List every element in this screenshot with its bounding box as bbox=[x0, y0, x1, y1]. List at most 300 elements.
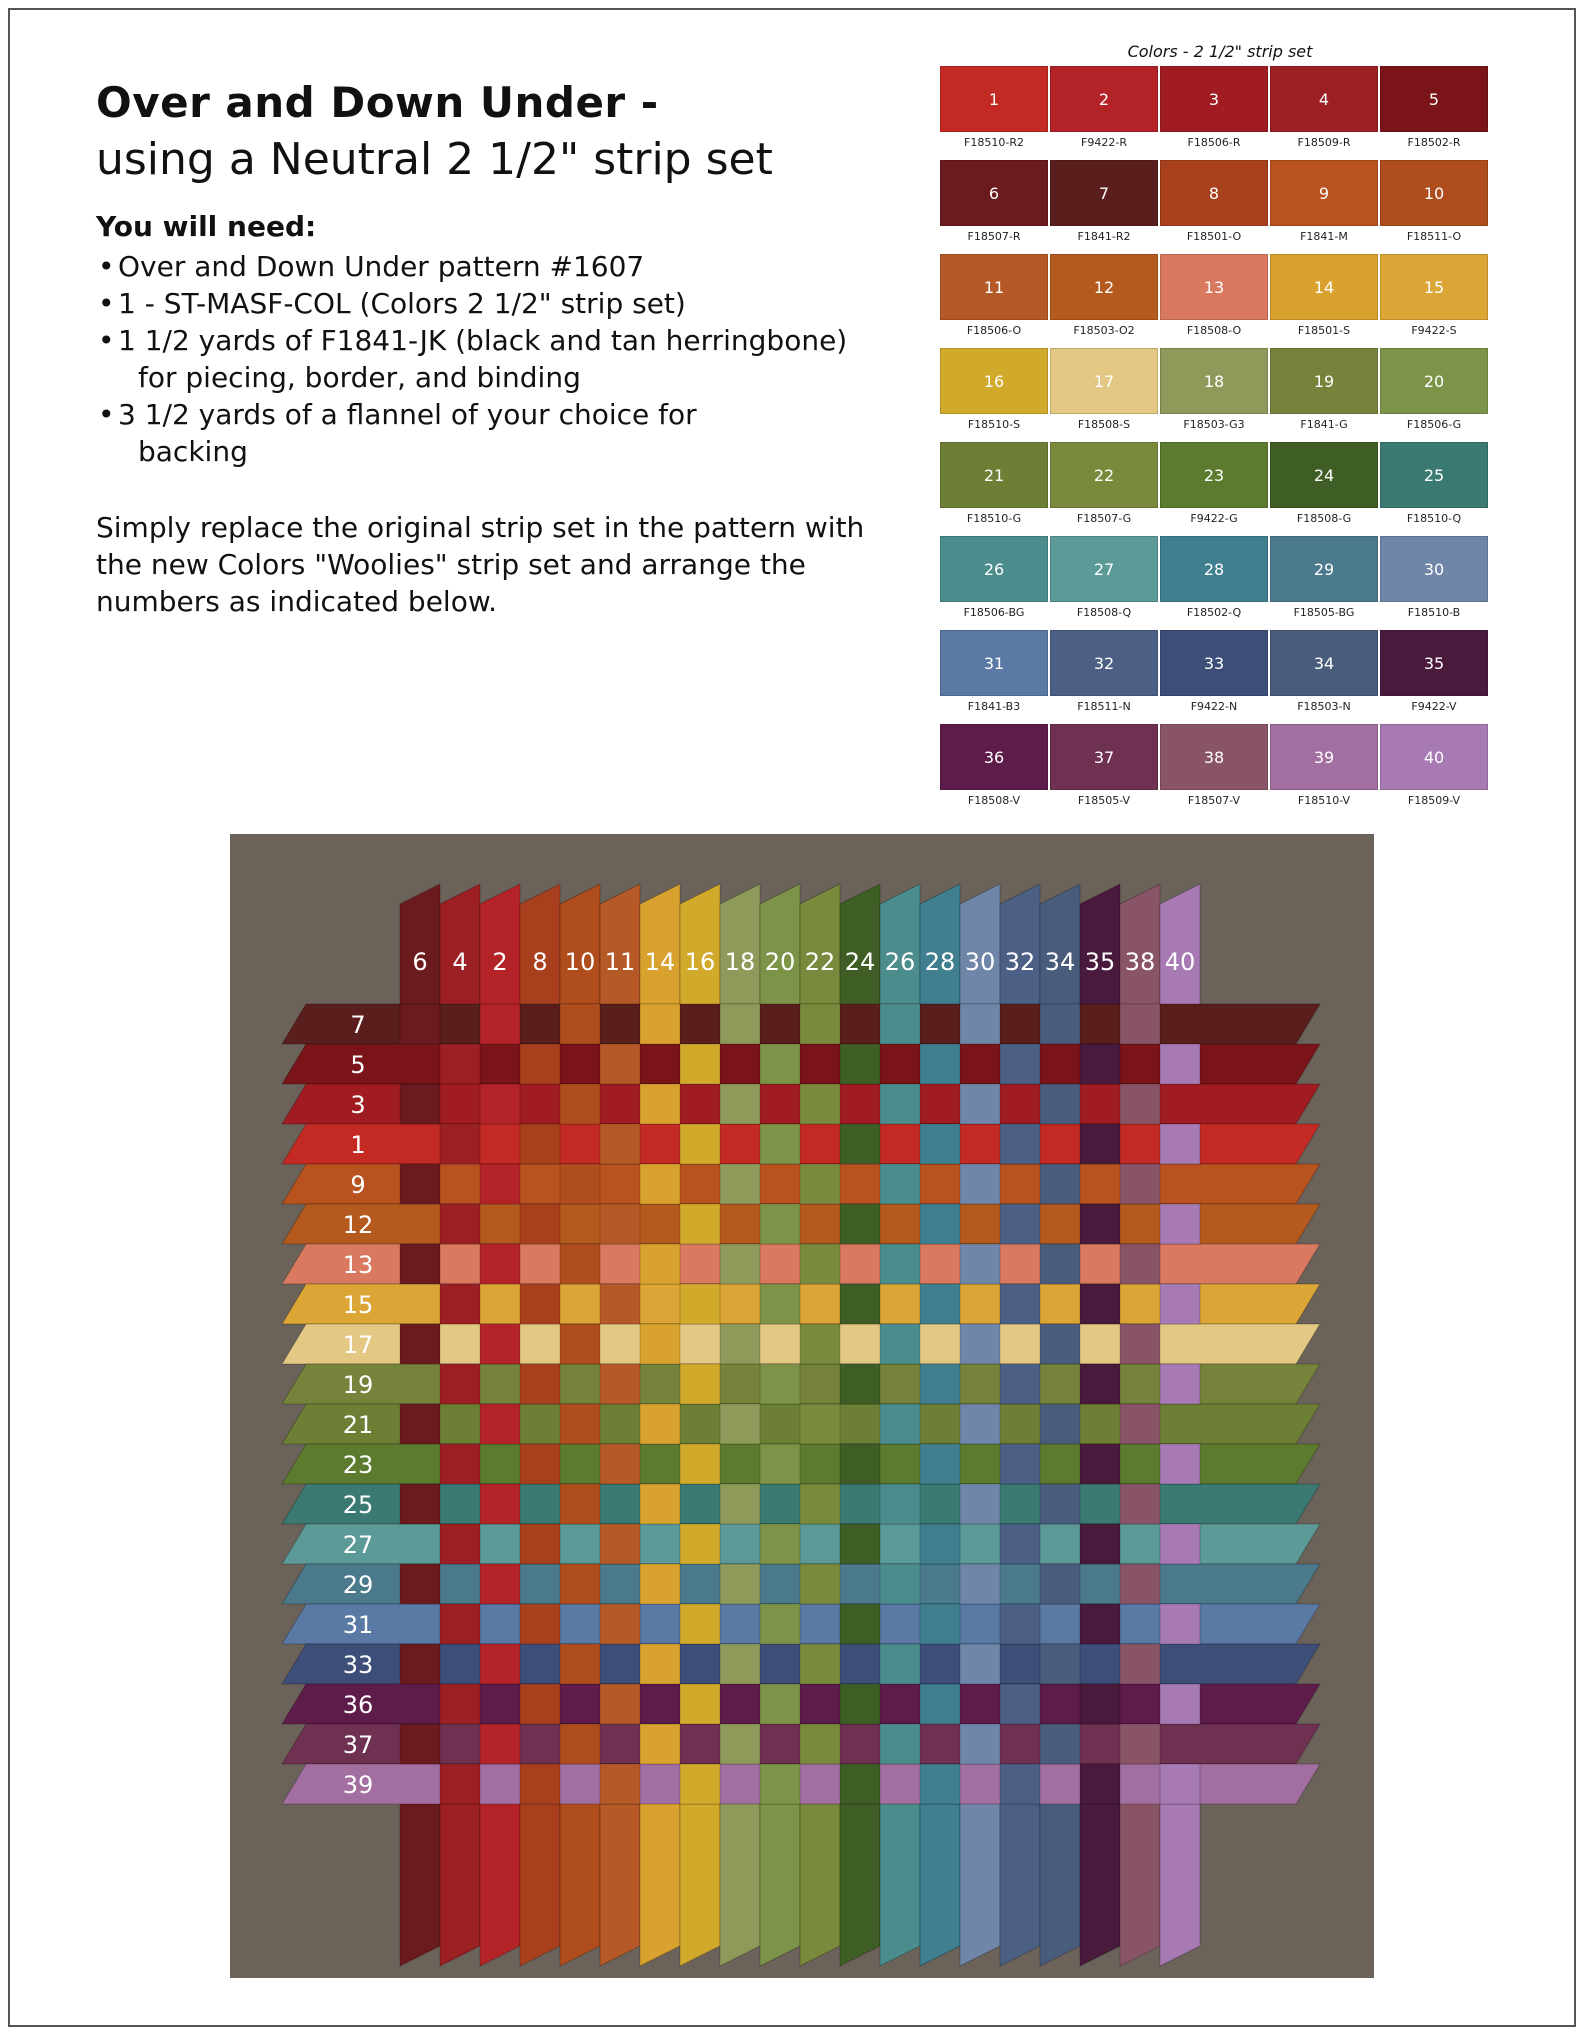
weave-crossing bbox=[440, 1764, 480, 1804]
weave-crossing bbox=[1040, 1724, 1080, 1764]
weave-crossing bbox=[1080, 1604, 1120, 1644]
weave-crossing bbox=[760, 1204, 800, 1244]
swatch-number: 36 bbox=[940, 724, 1048, 790]
weave-crossing bbox=[440, 1444, 480, 1484]
column-label: 40 bbox=[1164, 948, 1196, 976]
row-label: 12 bbox=[342, 1211, 374, 1239]
swatch-number: 19 bbox=[1270, 348, 1378, 414]
swatch bbox=[1380, 536, 1488, 619]
weave-crossing bbox=[480, 1644, 520, 1684]
weave-crossing bbox=[1080, 1524, 1120, 1564]
swatch-code: F18510-V bbox=[1297, 794, 1351, 807]
weave-crossing bbox=[840, 1604, 880, 1644]
row-label: 9 bbox=[350, 1171, 366, 1199]
swatch-code: F18510-G bbox=[966, 512, 1022, 525]
row-label: 21 bbox=[342, 1411, 374, 1439]
swatch bbox=[1050, 254, 1158, 337]
weave-crossing bbox=[560, 1404, 600, 1444]
swatch-code: F18502-R bbox=[1407, 136, 1461, 149]
weave-crossing bbox=[680, 1524, 720, 1564]
row-label: 5 bbox=[350, 1051, 366, 1079]
weave-crossing bbox=[1040, 1404, 1080, 1444]
swatch-number: 26 bbox=[940, 536, 1048, 602]
weave-crossing bbox=[520, 1284, 560, 1324]
weave-crossing bbox=[560, 1564, 600, 1604]
swatch-number: 27 bbox=[1050, 536, 1158, 602]
swatch-code: F18507-R bbox=[967, 230, 1021, 243]
swatch bbox=[1380, 724, 1488, 807]
swatch-number: 15 bbox=[1380, 254, 1488, 320]
swatch bbox=[1380, 442, 1488, 525]
weave-crossing bbox=[560, 1484, 600, 1524]
weave-crossing bbox=[720, 1564, 760, 1604]
weave-crossing bbox=[640, 1084, 680, 1124]
weave-crossing bbox=[520, 1684, 560, 1724]
column-label: 28 bbox=[924, 948, 956, 976]
weave-crossing bbox=[440, 1524, 480, 1564]
column-label: 26 bbox=[884, 948, 916, 976]
swatch-number: 8 bbox=[1160, 160, 1268, 226]
weave-crossing bbox=[1120, 1484, 1160, 1524]
row-label: 27 bbox=[342, 1531, 374, 1559]
weave-crossing bbox=[680, 1764, 720, 1804]
weave-crossing bbox=[1000, 1444, 1040, 1484]
weave-crossing bbox=[1120, 1004, 1160, 1044]
swatch bbox=[940, 254, 1048, 337]
row-label: 39 bbox=[342, 1771, 374, 1799]
weave-crossing bbox=[760, 1764, 800, 1804]
weave-crossing bbox=[720, 1004, 760, 1044]
weave-crossing bbox=[400, 1484, 440, 1524]
weave-crossing bbox=[880, 1084, 920, 1124]
weave-crossing bbox=[960, 1644, 1000, 1684]
swatch-code: F18503-G3 bbox=[1183, 418, 1245, 431]
weave-crossing bbox=[840, 1684, 880, 1724]
swatch-number: 18 bbox=[1160, 348, 1268, 414]
weave-crossing bbox=[640, 1564, 680, 1604]
weave-crossing bbox=[1120, 1644, 1160, 1684]
swatch-number: 17 bbox=[1050, 348, 1158, 414]
swatch-code: F9422-V bbox=[1411, 700, 1457, 713]
swatch bbox=[1160, 442, 1268, 525]
swatch bbox=[1160, 724, 1268, 807]
swatch-code: F18510-S bbox=[967, 418, 1021, 431]
page-title: Over and Down Under - bbox=[96, 78, 659, 127]
weave-crossing bbox=[600, 1364, 640, 1404]
weave-crossing bbox=[560, 1244, 600, 1284]
weave-crossing bbox=[1000, 1044, 1040, 1084]
quilt-svg bbox=[230, 834, 1374, 1978]
swatch bbox=[1160, 160, 1268, 243]
weave-crossing bbox=[680, 1444, 720, 1484]
weave-crossing bbox=[520, 1044, 560, 1084]
swatch-number: 2 bbox=[1050, 66, 1158, 132]
weave-crossing bbox=[1040, 1084, 1080, 1124]
row-label: 37 bbox=[342, 1731, 374, 1759]
weave-crossing bbox=[920, 1284, 960, 1324]
row-label: 7 bbox=[350, 1011, 366, 1039]
weave-crossing bbox=[760, 1524, 800, 1564]
weave-crossing bbox=[1160, 1604, 1200, 1644]
weave-crossing bbox=[1120, 1564, 1160, 1604]
weave-crossing bbox=[600, 1764, 640, 1804]
weave-crossing bbox=[1000, 1124, 1040, 1164]
weave-crossing bbox=[480, 1324, 520, 1364]
swatch-code: F18506-R bbox=[1187, 136, 1241, 149]
weave-crossing bbox=[600, 1524, 640, 1564]
swatch bbox=[940, 160, 1048, 243]
weave-crossing bbox=[840, 1204, 880, 1244]
weave-crossing bbox=[760, 1604, 800, 1644]
swatch-number: 40 bbox=[1380, 724, 1488, 790]
swatch-code: F18508-V bbox=[967, 794, 1021, 807]
weave-crossing bbox=[560, 1724, 600, 1764]
swatch-code: F18505-BG bbox=[1293, 606, 1355, 619]
weave-crossing bbox=[560, 1084, 600, 1124]
swatch-number: 3 bbox=[1160, 66, 1268, 132]
swatch-code: F18501-S bbox=[1297, 324, 1351, 337]
weave-crossing bbox=[880, 1324, 920, 1364]
weave-crossing bbox=[680, 1284, 720, 1324]
column-label: 35 bbox=[1084, 948, 1116, 976]
weave-crossing bbox=[1160, 1524, 1200, 1564]
weave-crossing bbox=[680, 1204, 720, 1244]
weave-crossing bbox=[600, 1284, 640, 1324]
swatch bbox=[1050, 536, 1158, 619]
weave-crossing bbox=[1000, 1204, 1040, 1244]
swatch bbox=[1050, 160, 1158, 243]
weave-crossing bbox=[480, 1724, 520, 1764]
weave-crossing bbox=[1160, 1284, 1200, 1324]
row-label: 29 bbox=[342, 1571, 374, 1599]
weave-crossing bbox=[1040, 1324, 1080, 1364]
weave-crossing bbox=[960, 1404, 1000, 1444]
weave-crossing bbox=[440, 1044, 480, 1084]
swatch bbox=[1050, 66, 1158, 149]
swatch-code: F18509-R bbox=[1297, 136, 1351, 149]
weave-crossing bbox=[520, 1764, 560, 1804]
swatch-code: F18507-G bbox=[1076, 512, 1132, 525]
weave-crossing bbox=[480, 1404, 520, 1444]
swatch-number: 20 bbox=[1380, 348, 1488, 414]
weave-crossing bbox=[1080, 1764, 1120, 1804]
swatch bbox=[1270, 536, 1378, 619]
weave-crossing bbox=[600, 1444, 640, 1484]
weave-crossing bbox=[400, 1004, 440, 1044]
weave-crossing bbox=[400, 1564, 440, 1604]
weave-crossing bbox=[1080, 1364, 1120, 1404]
weave-crossing bbox=[840, 1524, 880, 1564]
weave-crossing bbox=[1080, 1284, 1120, 1324]
swatch-number: 37 bbox=[1050, 724, 1158, 790]
weave-crossing bbox=[520, 1204, 560, 1244]
swatch bbox=[1160, 348, 1268, 431]
swatch-row bbox=[940, 348, 1488, 436]
swatch-code: F9422-N bbox=[1190, 700, 1238, 713]
weave-crossing bbox=[640, 1244, 680, 1284]
weave-crossing bbox=[1120, 1164, 1160, 1204]
column-label: 22 bbox=[804, 948, 836, 976]
weave-crossing bbox=[520, 1364, 560, 1404]
row-label: 13 bbox=[342, 1251, 374, 1279]
needs-item: • 1 - ST-MASF-COL (Colors 2 1/2" strip set) bbox=[96, 285, 916, 322]
swatch-code: F18508-O bbox=[1186, 324, 1242, 337]
weave-crossing bbox=[920, 1364, 960, 1404]
swatch bbox=[1050, 724, 1158, 807]
column-label: 30 bbox=[964, 948, 996, 976]
weave-crossing bbox=[1080, 1204, 1120, 1244]
swatch-number: 23 bbox=[1160, 442, 1268, 508]
weave-crossing bbox=[800, 1004, 840, 1044]
swatch-code: F18507-V bbox=[1187, 794, 1241, 807]
swatch-code: F1841-G bbox=[1300, 418, 1348, 431]
swatch-number: 31 bbox=[940, 630, 1048, 696]
weave-crossing bbox=[1120, 1244, 1160, 1284]
weave-crossing bbox=[600, 1684, 640, 1724]
weave-crossing bbox=[880, 1004, 920, 1044]
weave-crossing bbox=[800, 1244, 840, 1284]
swatch bbox=[1380, 348, 1488, 431]
row-label: 31 bbox=[342, 1611, 374, 1639]
swatch-number: 24 bbox=[1270, 442, 1378, 508]
weave-crossing bbox=[1040, 1164, 1080, 1204]
weave-crossing bbox=[1120, 1404, 1160, 1444]
weave-crossing bbox=[480, 1004, 520, 1044]
weave-crossing bbox=[440, 1204, 480, 1244]
swatch-number: 34 bbox=[1270, 630, 1378, 696]
weave-crossing bbox=[1040, 1244, 1080, 1284]
weave-crossing bbox=[1120, 1724, 1160, 1764]
weave-crossing bbox=[480, 1484, 520, 1524]
weave-crossing bbox=[920, 1124, 960, 1164]
swatch-code: F18501-O bbox=[1186, 230, 1242, 243]
page-subtitle: using a Neutral 2 1/2" strip set bbox=[96, 134, 773, 185]
swatch-row bbox=[940, 442, 1488, 530]
weave-crossing bbox=[760, 1444, 800, 1484]
weave-crossing bbox=[440, 1604, 480, 1644]
weave-crossing bbox=[720, 1644, 760, 1684]
column-label: 10 bbox=[564, 948, 596, 976]
weave-crossing bbox=[760, 1364, 800, 1404]
weave-crossing bbox=[600, 1044, 640, 1084]
weave-crossing bbox=[1120, 1324, 1160, 1364]
column-label: 20 bbox=[764, 948, 796, 976]
column-label: 6 bbox=[412, 948, 428, 976]
swatch-chart bbox=[940, 66, 1488, 826]
swatch bbox=[1270, 630, 1378, 713]
swatch-code: F18508-G bbox=[1296, 512, 1352, 525]
intro-paragraph: Simply replace the original strip set in the pattern with the new Colors "Woolies" strip set and arrange the numbers as indicated below. bbox=[96, 511, 865, 618]
weave-crossing bbox=[520, 1524, 560, 1564]
weave-crossing bbox=[400, 1324, 440, 1364]
weave-crossing bbox=[800, 1164, 840, 1204]
weave-crossing bbox=[440, 1364, 480, 1404]
swatch-number: 14 bbox=[1270, 254, 1378, 320]
weave-crossing bbox=[560, 1644, 600, 1684]
weave-crossing bbox=[960, 1564, 1000, 1604]
weave-crossing bbox=[440, 1124, 480, 1164]
needs-item: • 3 1/2 yards of a flannel of your choice for backing bbox=[96, 396, 916, 470]
swatch bbox=[940, 536, 1048, 619]
swatch-row bbox=[940, 630, 1488, 718]
weave-crossing bbox=[1160, 1124, 1200, 1164]
weave-crossing bbox=[480, 1244, 520, 1284]
row-label: 36 bbox=[342, 1691, 374, 1719]
swatch-code: F18510-Q bbox=[1406, 512, 1462, 525]
weave-crossing bbox=[680, 1364, 720, 1404]
needs-item: • Over and Down Under pattern #1607 bbox=[96, 248, 916, 285]
weave-crossing bbox=[440, 1284, 480, 1324]
weave-crossing bbox=[640, 1644, 680, 1684]
weave-crossing bbox=[1040, 1484, 1080, 1524]
weave-crossing bbox=[840, 1284, 880, 1324]
column-label: 34 bbox=[1044, 948, 1076, 976]
weave-crossing bbox=[520, 1124, 560, 1164]
swatch bbox=[1380, 66, 1488, 149]
swatch-number: 33 bbox=[1160, 630, 1268, 696]
swatch-number: 21 bbox=[940, 442, 1048, 508]
swatch bbox=[1270, 348, 1378, 431]
weave-crossing bbox=[1000, 1764, 1040, 1804]
weave-crossing bbox=[760, 1044, 800, 1084]
swatch-number: 30 bbox=[1380, 536, 1488, 602]
swatch-row bbox=[940, 160, 1488, 248]
weave-crossing bbox=[640, 1404, 680, 1444]
weave-crossing bbox=[1000, 1364, 1040, 1404]
weave-crossing bbox=[800, 1084, 840, 1124]
row-label: 3 bbox=[350, 1091, 366, 1119]
weave-crossing bbox=[1160, 1364, 1200, 1404]
weave-crossing bbox=[800, 1324, 840, 1364]
swatch-code: F18506-G bbox=[1406, 418, 1462, 431]
weave-crossing bbox=[1040, 1644, 1080, 1684]
swatch-code: F18511-O bbox=[1406, 230, 1462, 243]
weave-crossing bbox=[400, 1164, 440, 1204]
weave-crossing bbox=[520, 1604, 560, 1644]
weave-crossing bbox=[880, 1404, 920, 1444]
weave-crossing bbox=[680, 1044, 720, 1084]
weave-crossing bbox=[1000, 1524, 1040, 1564]
column-label: 8 bbox=[532, 948, 548, 976]
weave-crossing bbox=[760, 1684, 800, 1724]
weave-crossing bbox=[1000, 1284, 1040, 1324]
swatch-number: 29 bbox=[1270, 536, 1378, 602]
swatch-code: F1841-R2 bbox=[1077, 230, 1131, 243]
swatch-number: 38 bbox=[1160, 724, 1268, 790]
swatch-number: 22 bbox=[1050, 442, 1158, 508]
swatch bbox=[940, 724, 1048, 807]
weave-crossing bbox=[1040, 1564, 1080, 1604]
weave-crossing bbox=[840, 1364, 880, 1404]
weave-crossing bbox=[480, 1084, 520, 1124]
swatch-number: 32 bbox=[1050, 630, 1158, 696]
column-label: 18 bbox=[724, 948, 756, 976]
swatch-number: 25 bbox=[1380, 442, 1488, 508]
swatch bbox=[940, 348, 1048, 431]
swatch bbox=[940, 442, 1048, 525]
weave-crossing bbox=[680, 1124, 720, 1164]
weave-crossing bbox=[880, 1164, 920, 1204]
swatch-code: F18502-Q bbox=[1186, 606, 1242, 619]
weave-crossing bbox=[1000, 1684, 1040, 1724]
weave-crossing bbox=[920, 1764, 960, 1804]
swatch-code: F9422-S bbox=[1411, 324, 1457, 337]
weave-crossing bbox=[600, 1604, 640, 1644]
column-label: 2 bbox=[492, 948, 508, 976]
row-label: 17 bbox=[342, 1331, 374, 1359]
weave-crossing bbox=[920, 1604, 960, 1644]
swatch-code: F18511-N bbox=[1077, 700, 1131, 713]
swatch bbox=[1050, 442, 1158, 525]
swatch-number: 9 bbox=[1270, 160, 1378, 226]
weave-crossing bbox=[1080, 1044, 1120, 1084]
weave-crossing bbox=[960, 1724, 1000, 1764]
weave-crossing bbox=[640, 1724, 680, 1764]
row-label: 19 bbox=[342, 1371, 374, 1399]
swatch bbox=[1050, 348, 1158, 431]
weave-crossing bbox=[920, 1684, 960, 1724]
weave-crossing bbox=[800, 1484, 840, 1524]
weave-crossing bbox=[600, 1124, 640, 1164]
swatch bbox=[940, 630, 1048, 713]
swatch-number: 10 bbox=[1380, 160, 1488, 226]
swatch-code: F18506-BG bbox=[963, 606, 1025, 619]
weave-crossing bbox=[680, 1684, 720, 1724]
row-label: 25 bbox=[342, 1491, 374, 1519]
weave-crossing bbox=[960, 1004, 1000, 1044]
weave-crossing bbox=[400, 1084, 440, 1124]
weave-crossing bbox=[1080, 1124, 1120, 1164]
weave-crossing bbox=[800, 1644, 840, 1684]
swatch-code: F18508-Q bbox=[1076, 606, 1132, 619]
column-label: 14 bbox=[644, 948, 676, 976]
swatch-code: F18505-V bbox=[1077, 794, 1131, 807]
weave-crossing bbox=[1160, 1444, 1200, 1484]
weave-crossing bbox=[720, 1324, 760, 1364]
weave-crossing bbox=[440, 1684, 480, 1724]
quilt-diagram bbox=[230, 834, 1374, 1978]
weave-crossing bbox=[800, 1404, 840, 1444]
swatch-number: 13 bbox=[1160, 254, 1268, 320]
weave-crossing bbox=[960, 1324, 1000, 1364]
weave-crossing bbox=[880, 1724, 920, 1764]
swatch-code: F18508-S bbox=[1077, 418, 1131, 431]
swatch-code: F18506-O bbox=[966, 324, 1022, 337]
swatch-code: F18503-O2 bbox=[1073, 324, 1135, 337]
weave-crossing bbox=[720, 1724, 760, 1764]
column-label: 32 bbox=[1004, 948, 1036, 976]
swatch-code: F18510-R2 bbox=[964, 136, 1024, 149]
weave-crossing bbox=[840, 1444, 880, 1484]
weave-crossing bbox=[400, 1244, 440, 1284]
weave-crossing bbox=[840, 1764, 880, 1804]
weave-crossing bbox=[400, 1724, 440, 1764]
weave-crossing bbox=[960, 1084, 1000, 1124]
weave-crossing bbox=[920, 1044, 960, 1084]
weave-crossing bbox=[800, 1564, 840, 1604]
weave-crossing bbox=[840, 1124, 880, 1164]
row-label: 1 bbox=[350, 1131, 366, 1159]
swatch-number: 1 bbox=[940, 66, 1048, 132]
swatch-code: F18509-V bbox=[1407, 794, 1461, 807]
column-label: 24 bbox=[844, 948, 876, 976]
swatch bbox=[1380, 160, 1488, 243]
swatch-row bbox=[940, 536, 1488, 624]
weave-crossing bbox=[960, 1244, 1000, 1284]
weave-crossing bbox=[720, 1164, 760, 1204]
weave-crossing bbox=[960, 1484, 1000, 1524]
column-label: 16 bbox=[684, 948, 716, 976]
